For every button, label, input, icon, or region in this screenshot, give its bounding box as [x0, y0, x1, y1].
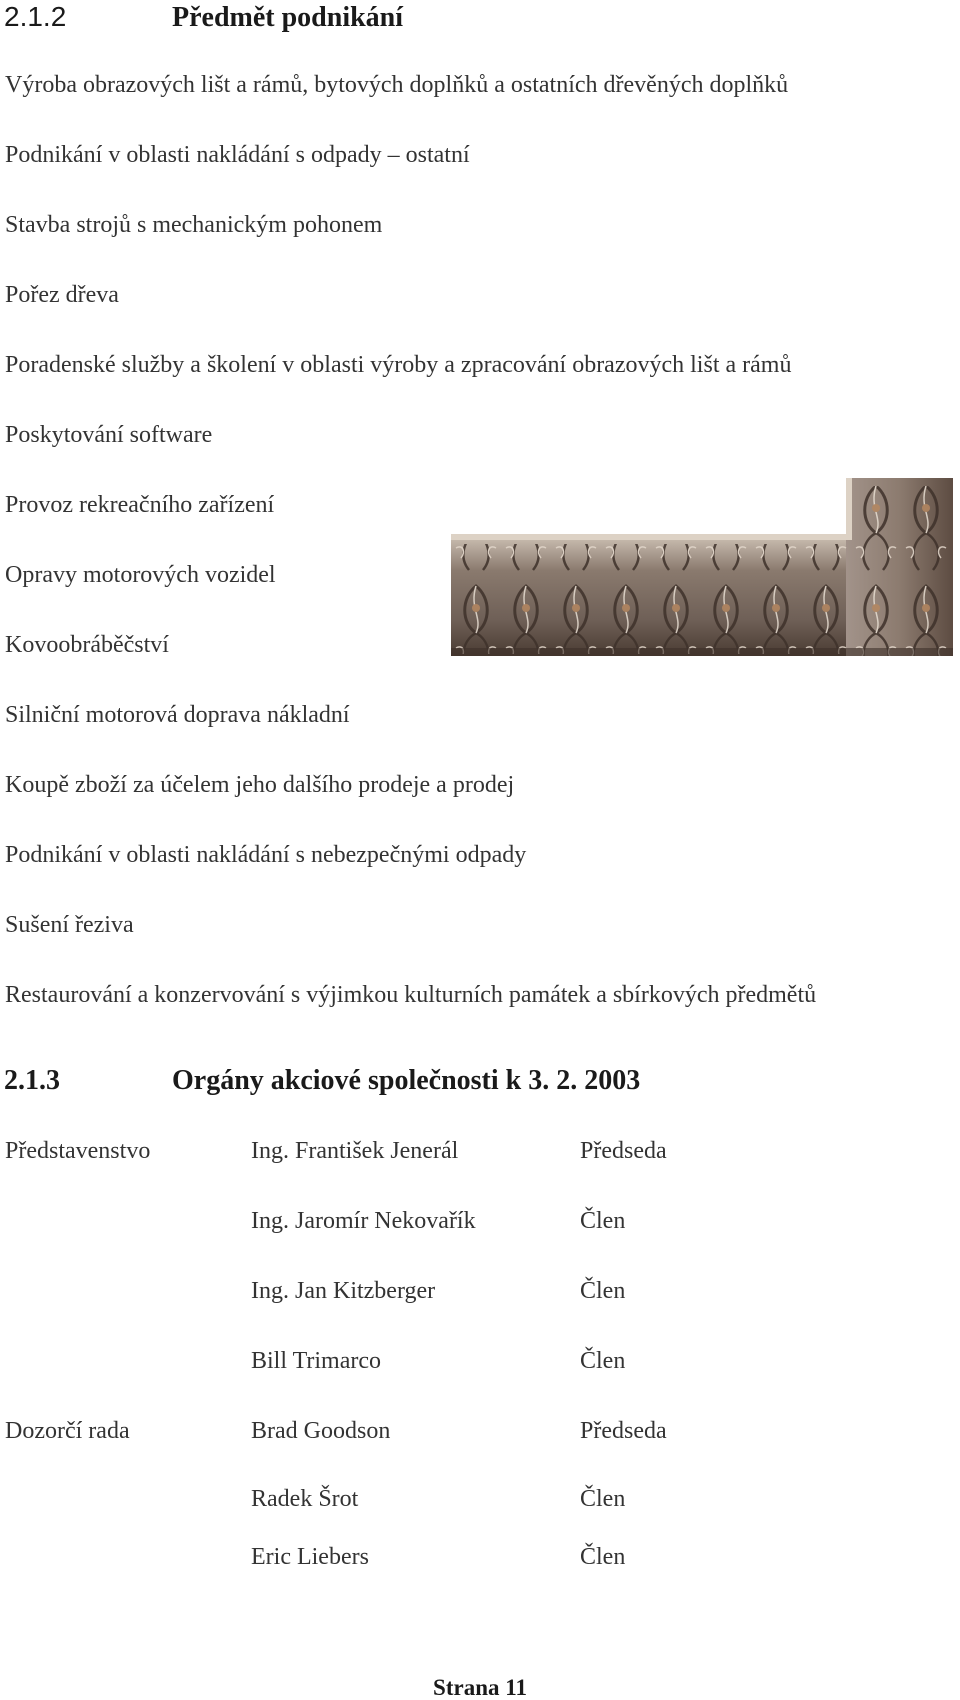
body-label: Dozorčí rada [5, 1418, 130, 1444]
body-label: Představenstvo [5, 1138, 151, 1164]
section-title: Předmět podnikání [172, 2, 404, 33]
member-role: Člen [580, 1486, 626, 1512]
section-heading-2-1-3 [4, 1067, 640, 1095]
member-role: Předseda [580, 1138, 667, 1164]
list-item: Pořez dřeva [5, 282, 119, 308]
member-role: Člen [580, 1544, 626, 1570]
list-item: Kovoobráběčství [5, 632, 169, 658]
list-item: Opravy motorových vozidel [5, 562, 276, 588]
section-title: Orgány akciové společnosti k 3. 2. 2003 [172, 1065, 641, 1096]
list-item: Sušení řeziva [5, 912, 134, 938]
member-name: Eric Liebers [251, 1544, 369, 1570]
section-number: 2.1.3 [4, 1065, 60, 1096]
list-item: Poradenské služby a školení v oblasti výroby a zpracování obrazových lišt a rámů [5, 352, 792, 378]
frame-molding-image [451, 478, 953, 656]
member-name: Brad Goodson [251, 1418, 391, 1444]
list-item: Podnikání v oblasti nakládání s nebezpečnými odpady [5, 842, 527, 868]
section-number: 2.1.2 [4, 1, 67, 32]
member-name: Bill Trimarco [251, 1348, 382, 1374]
list-item: Stavba strojů s mechanickým pohonem [5, 212, 383, 238]
section-heading-2-1-2 [4, 3, 403, 32]
list-item: Silniční motorová doprava nákladní [5, 702, 350, 728]
member-role: Předseda [580, 1418, 667, 1444]
list-item: Výroba obrazových lišt a rámů, bytových doplňků a ostatních dřevěných doplňků [5, 72, 789, 98]
list-item: Koupě zboží za účelem jeho dalšího prodeje a prodej [5, 772, 515, 798]
list-item: Podnikání v oblasti nakládání s odpady – ostatní [5, 142, 470, 168]
page-number: Strana 11 [433, 1675, 527, 1700]
member-name: Ing. František Jenerál [251, 1138, 459, 1164]
list-item: Provoz rekreačního zařízení [5, 492, 275, 518]
member-role: Člen [580, 1278, 626, 1304]
list-item: Poskytování software [5, 422, 213, 448]
member-role: Člen [580, 1208, 626, 1234]
member-role: Člen [580, 1348, 626, 1374]
member-name: Radek Šrot [251, 1486, 359, 1512]
member-name: Ing. Jan Kitzberger [251, 1278, 436, 1304]
member-name: Ing. Jaromír Nekovařík [251, 1208, 476, 1234]
list-item: Restaurování a konzervování s výjimkou kulturních památek a sbírkových předmětů [5, 982, 817, 1008]
